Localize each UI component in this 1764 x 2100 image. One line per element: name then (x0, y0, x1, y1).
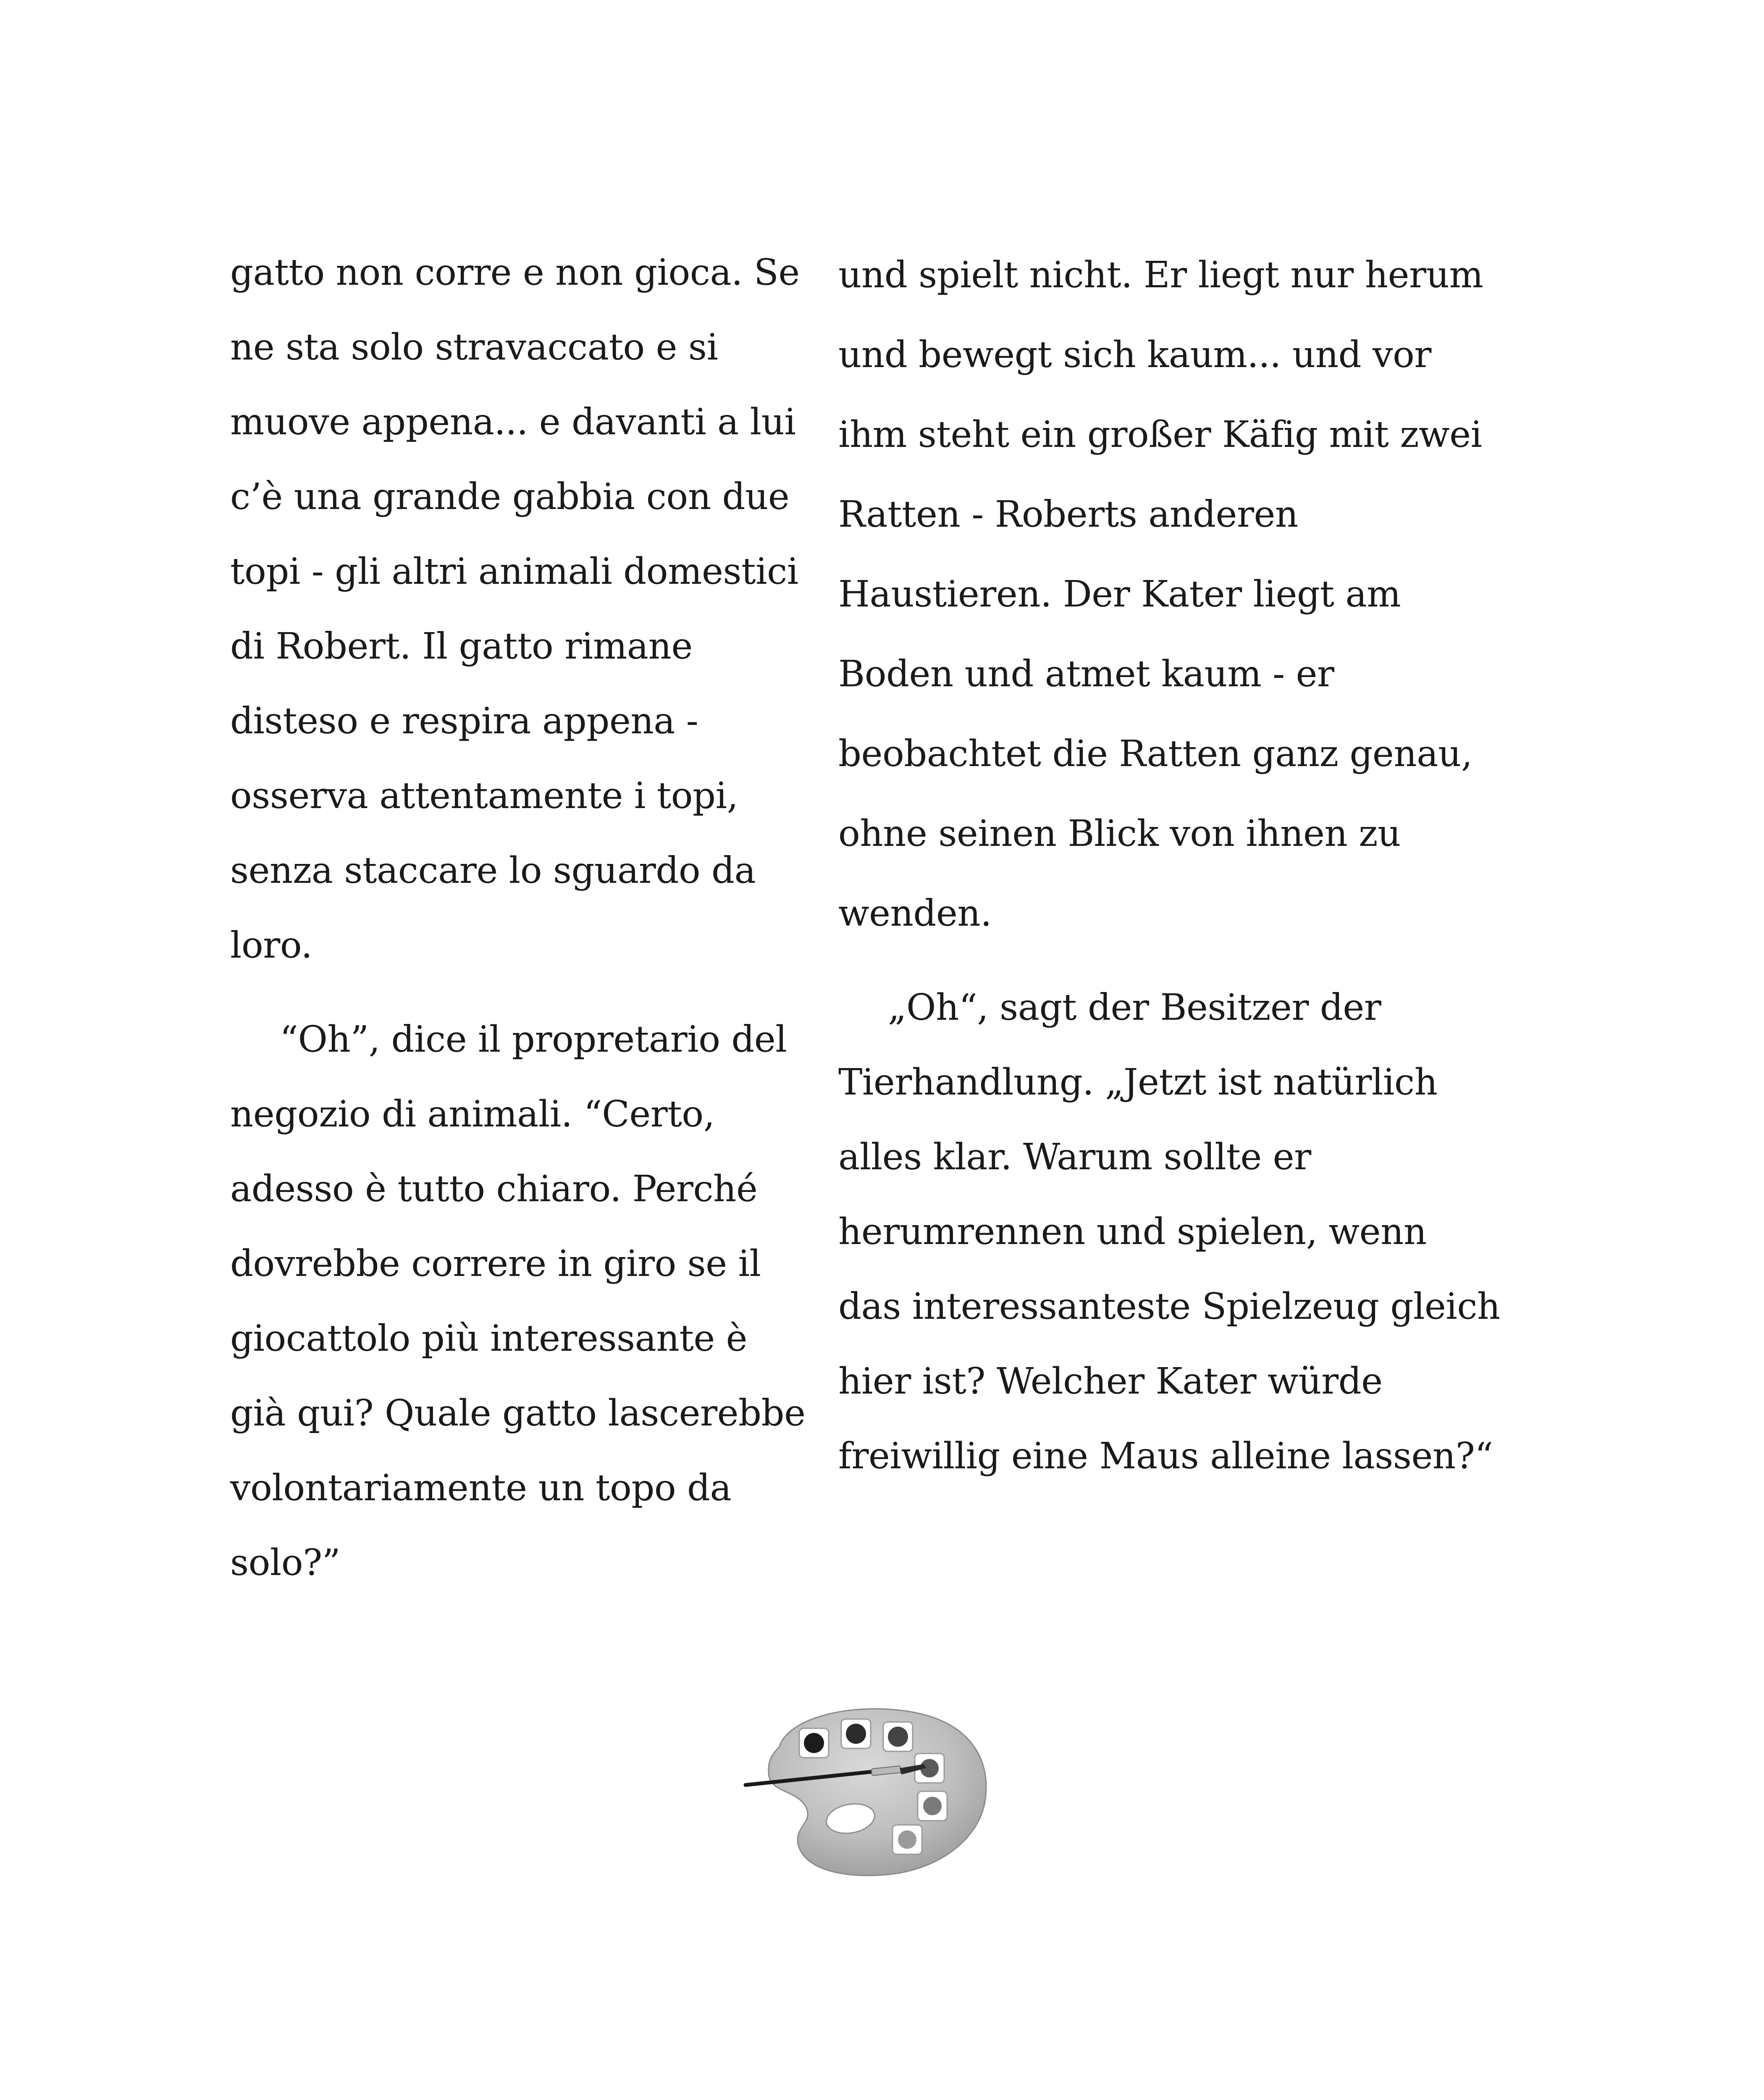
text-line: di Robert. Il gatto rimane (230, 625, 693, 667)
italian-paragraph-2 (230, 1002, 818, 1600)
text-line: und spielt nicht. Er liegt nur herum (838, 254, 1483, 296)
text-line: muove appena... e davanti a lui (230, 401, 796, 443)
text-line: “Oh”, dice il propretario del (280, 1018, 787, 1060)
text-line: das interessanteste Spielzeug gleich (838, 1286, 1500, 1328)
italian-paragraph-1 (230, 235, 818, 983)
text-line: adesso è tutto chiaro. Perché (230, 1168, 758, 1210)
text-line: freiwillig eine Maus alleine lassen?“ (838, 1435, 1493, 1477)
text-line: „Oh“, sagt der Besitzer der (888, 987, 1381, 1029)
text-line: ohne seinen Blick von ihnen zu (838, 813, 1401, 855)
paint-palette-icon (739, 1697, 1000, 1882)
text-line: gatto non corre e non gioca. Se (230, 252, 800, 294)
text-line: Haustieren. Der Kater liegt am (838, 573, 1401, 615)
text-line: disteso e respira appena - (230, 700, 698, 742)
text-line: topi - gli altri animali domestici (230, 551, 798, 593)
text-line: volontariamente un topo da (230, 1467, 732, 1509)
text-line: ihm steht ein großer Käfig mit zwei (838, 414, 1482, 456)
german-column (838, 235, 1519, 1494)
text-line: solo?” (230, 1542, 341, 1584)
text-line: Boden und atmet kaum - er (838, 653, 1334, 695)
text-line: osserva attentamente i topi, (230, 775, 738, 817)
text-line: herumrennen und spielen, wenn (838, 1211, 1427, 1253)
text-line: Ratten - Roberts anderen (838, 494, 1298, 536)
text-line: alles klar. Warum sollte er (838, 1136, 1311, 1178)
italian-column (230, 235, 818, 1600)
text-line: Tierhandlung. „Jetzt ist natürlich (838, 1061, 1438, 1103)
text-line: già qui? Quale gatto lascerebbe (230, 1392, 806, 1434)
text-line: dovrebbe correre in giro se il (230, 1243, 761, 1285)
text-line: ne sta solo stravaccato e si (230, 326, 718, 368)
text-line: und bewegt sich kaum... und vor (838, 334, 1431, 376)
german-paragraph-2 (838, 970, 1519, 1494)
text-line: beobachtet die Ratten ganz genau, (838, 733, 1473, 775)
text-line: giocattolo più interessante è (230, 1318, 748, 1360)
text-line: negozio di animali. “Certo, (230, 1093, 715, 1135)
text-line: loro. (230, 924, 312, 966)
text-line: wenden. (838, 892, 992, 934)
german-paragraph-1 (838, 235, 1519, 953)
text-line: c’è una grande gabbia con due (230, 476, 790, 518)
text-line: hier ist? Welcher Kater würde (838, 1360, 1383, 1402)
text-line: senza staccare lo sguardo da (230, 850, 756, 892)
